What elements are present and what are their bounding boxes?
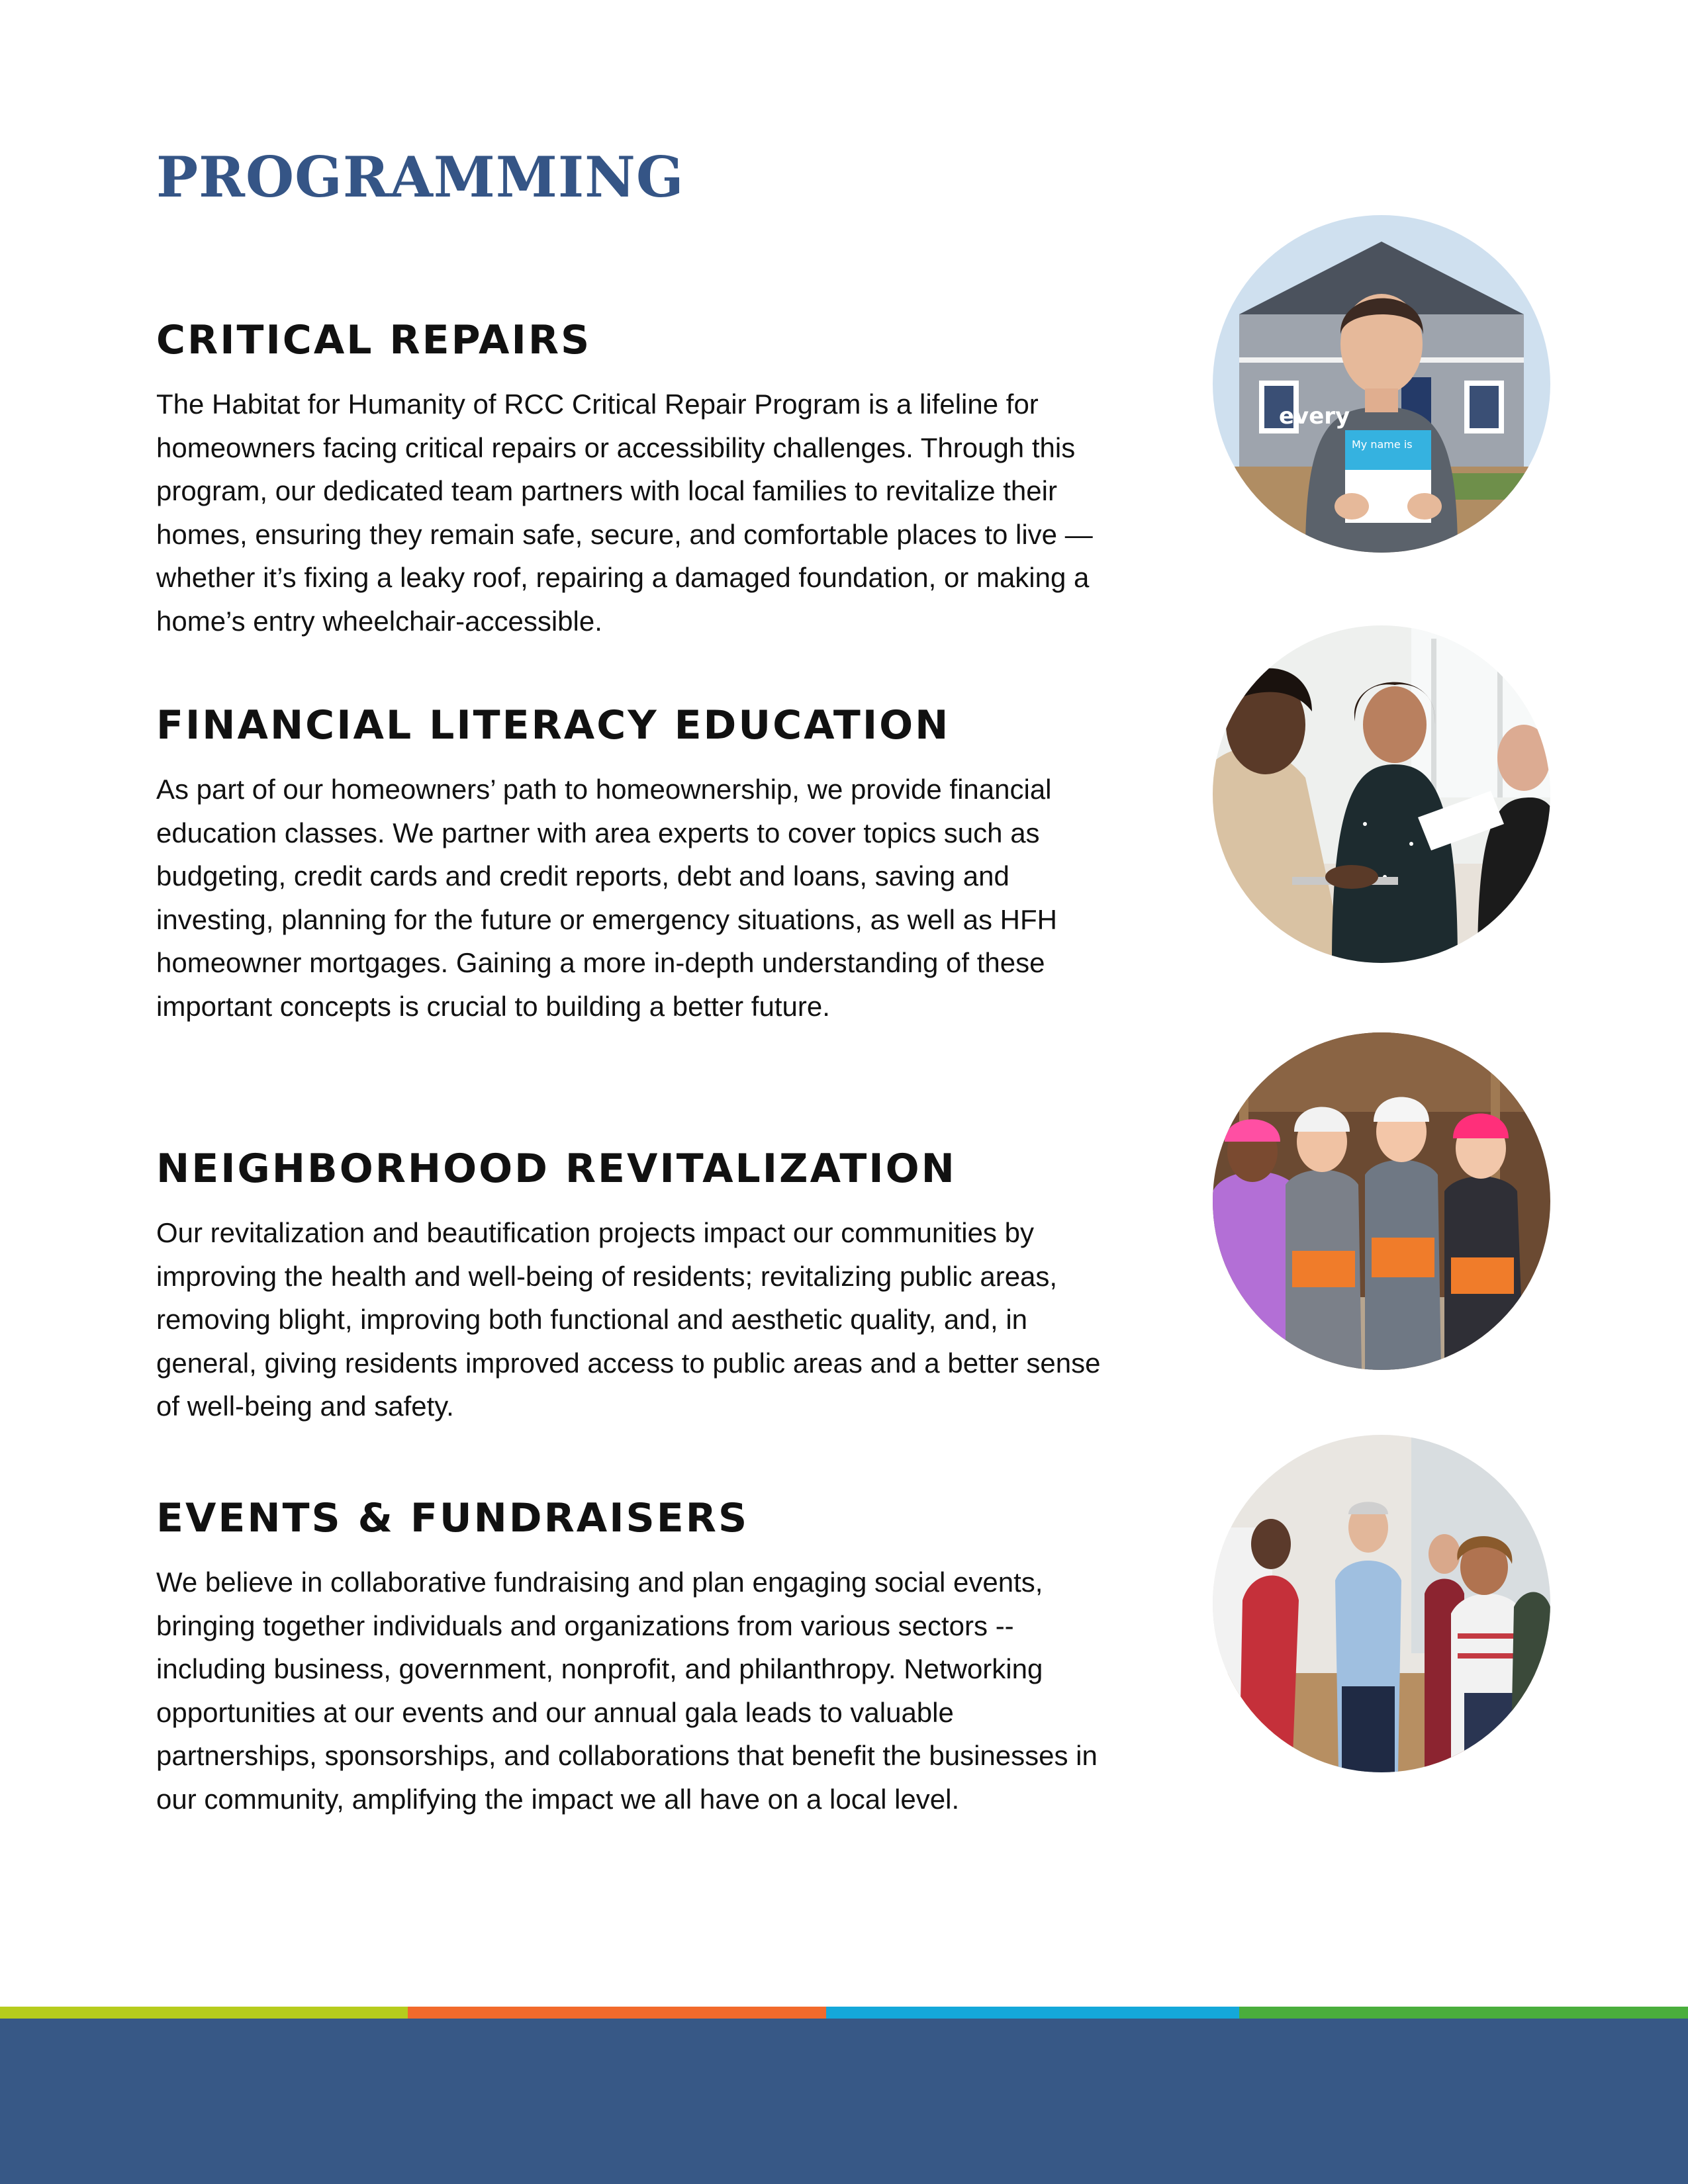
section-heading: CRITICAL REPAIRS — [156, 317, 592, 363]
section-body: As part of our homeowners’ path to homeownership, we provide financial education classes. We partner with area experts to cover topics such as budgeting, credit cards and credit reports, debt and loans, saving and investing, planning for the future or emergency situations, as well as HFH homeowner mortgages. Gaining a more in-depth understanding of these important concepts is crucial to building a better future. — [156, 774, 1058, 1022]
shirt-text: every — [1279, 403, 1350, 430]
section-neighborhood-revitalization — [156, 1145, 1109, 1428]
section-critical-repairs — [156, 316, 1109, 643]
networking-event-photo — [1213, 1435, 1550, 1772]
footer-color-stripes — [0, 2007, 1688, 2019]
section-heading: EVENTS & FUNDRAISERS — [156, 1495, 749, 1541]
section-body: The Habitat for Humanity of RCC Critical Repair Program is a lifeline for homeowners facing critical repairs or accessibility challenges. Through this program, our dedicated team partners with local families to revitalize their homes, ensuring they remain safe, secure, and comfortable places to live — whether it’s fixing a leaky roof, repairing a damaged foundation, or making a home’s entry wheelchair-accessible. — [156, 388, 1093, 637]
homeowner-photo — [1213, 215, 1550, 553]
volunteers-photo — [1213, 1032, 1550, 1370]
stripe-green — [0, 2007, 408, 2019]
section-heading: FINANCIAL LITERACY EDUCATION — [156, 702, 951, 749]
section-heading: NEIGHBORHOOD REVITALIZATION — [156, 1146, 957, 1192]
stripe-blue — [826, 2007, 1239, 2019]
section-body: Our revitalization and beautification projects impact our communities by improving the health and well-being of residents; revitalizing public areas, removing blight, improving both functional and aesthetic quality, and, in general, giving residents improved access to public areas and a better sense of well-being and safety. — [156, 1217, 1101, 1422]
footer-band — [0, 2019, 1688, 2184]
section-financial-literacy — [156, 702, 1109, 1028]
section-events-fundraisers — [156, 1494, 1109, 1821]
stripe-green-2 — [1239, 2007, 1688, 2019]
stripe-orange — [408, 2007, 826, 2019]
page-title: PROGRAMMING — [156, 144, 684, 210]
sign-text: My name is — [1352, 438, 1413, 451]
financial-class-photo — [1213, 625, 1550, 963]
section-body: We believe in collaborative fundraising and plan engaging social events, bringing together individuals and organizations from various sectors -- including business, government, nonprofit, and philanthropy. Networking opportunities at our events and our annual gala leads to valuable partnerships, sponsorships, and collaborations that benefit the businesses in our community, amplifying the impact we all have on a local level. — [156, 1567, 1098, 1815]
